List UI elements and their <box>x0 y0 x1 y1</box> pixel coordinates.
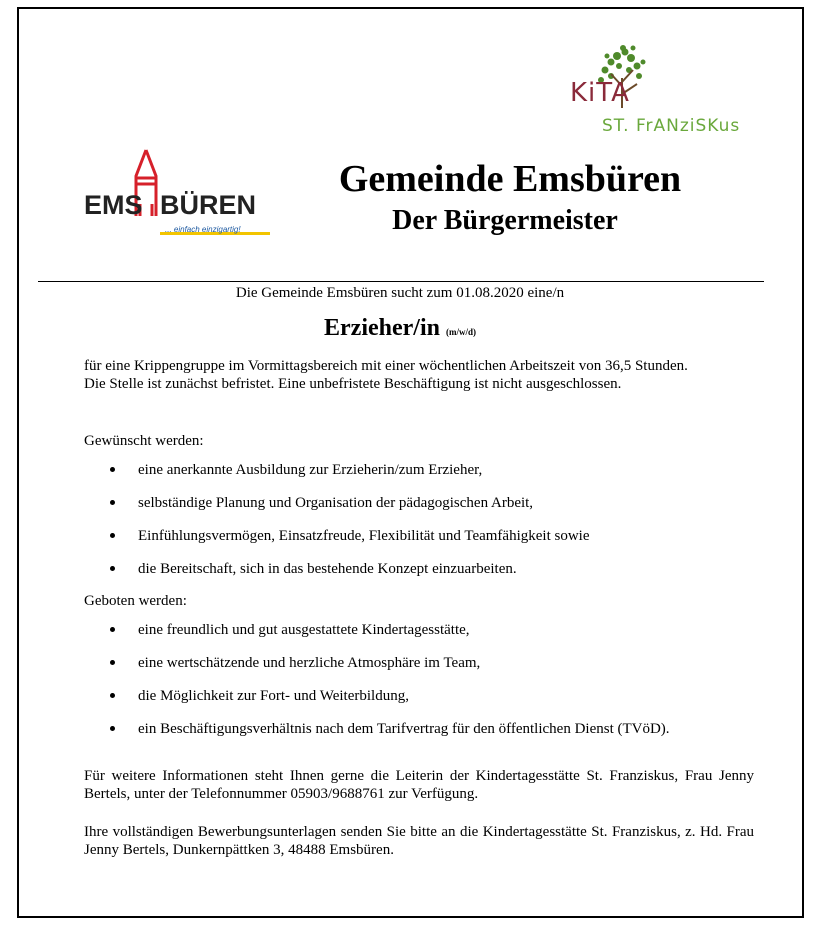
list-item: eine freundlich und gut ausgestattete Kindertagesstätte, <box>106 621 754 639</box>
description-contract: Die Stelle ist zunächst befristet. Eine unbefristete Beschäftigung ist nicht ausgeschlossen. <box>84 376 622 392</box>
emsbueren-logo-right: BÜREN <box>160 190 257 220</box>
application-paragraph: Ihre vollständigen Bewerbungsunterlagen senden Sie bitte an die Kindertagesstätte St. Franziskus, z. Hd. Frau Jenny Bertels, Dunkernpättken 3, 48488 Emsbüren. <box>84 824 754 858</box>
intro-line: Die Gemeinde Emsbüren sucht zum 01.08.2020 eine/n <box>235 285 565 301</box>
list-item: die Bereitschaft, sich in das bestehende Konzept einzuarbeiten. <box>106 560 754 578</box>
wanted-heading: Gewünscht werden: <box>84 433 204 449</box>
list-item: Einfühlungsvermögen, Einsatzfreude, Flexibilität und Teamfähigkeit sowie <box>106 527 754 545</box>
list-item: die Möglichkeit zur Fort- und Weiterbildung, <box>106 687 754 705</box>
wanted-list <box>106 461 754 593</box>
kita-logo-subtitle: ST. FrANziSKus <box>602 116 741 136</box>
list-item: selbständige Planung und Organisation der pädagogischen Arbeit, <box>106 494 754 512</box>
offered-heading: Geboten werden: <box>84 593 187 609</box>
description-paragraph <box>84 357 754 393</box>
emsbueren-logo-left: EMS <box>84 190 143 220</box>
header-divider <box>38 281 764 282</box>
contact-paragraph: Für weitere Informationen steht Ihnen gerne die Leiterin der Kindertagesstätte St. Franziskus, Frau Jenny Bertels, unter der Telefonnummer 05903/9688761 zur Verfügung. <box>84 768 754 802</box>
list-item: ein Beschäftigungsverhältnis nach dem Tarifvertrag für den öffentlichen Dienst (TVöD). <box>106 720 754 738</box>
emsbueren-logo-slogan: ... einfach einzigartig! <box>165 225 241 234</box>
kita-logo-word: KiTA <box>570 78 630 108</box>
page-subtitle: Der Bürgermeister <box>392 205 618 236</box>
list-item: eine anerkannte Ausbildung zur Erzieherin/zum Erzieher, <box>106 461 754 479</box>
list-item: eine wertschätzende und herzliche Atmosphäre im Team, <box>106 654 754 672</box>
position-title <box>40 315 760 342</box>
position-title-text: Erzieher/in <box>324 315 440 341</box>
page-title: Gemeinde Emsbüren <box>338 158 682 200</box>
description-hours: für eine Krippengruppe im Vormittagsbereich mit einer wöchentlichen Arbeitszeit von 36,5 Stunden. <box>84 358 688 374</box>
offered-list <box>106 621 754 753</box>
position-title-suffix: (m/w/d) <box>445 327 476 337</box>
